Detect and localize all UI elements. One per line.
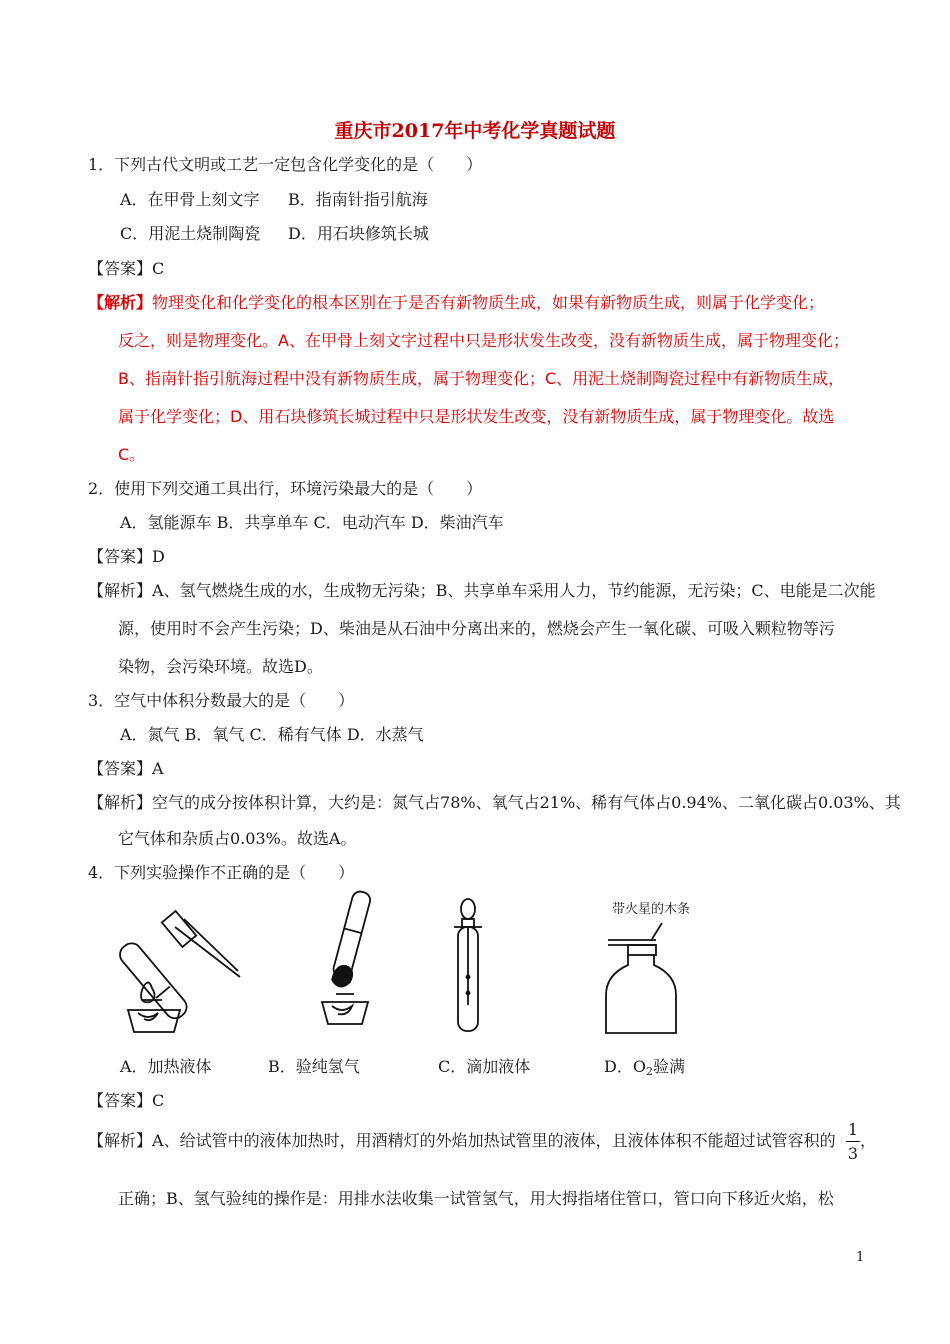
q1-option-a: A．在甲骨上刻文字 [120, 190, 260, 209]
q1-option-c: C．用泥土烧制陶瓷 [120, 224, 261, 243]
q4-caption-d-post: 验满 [652, 1057, 685, 1076]
q4-caption-b: B．验纯氢气 [268, 1057, 360, 1076]
q3-options: A．氮气 B．氧气 C．稀有气体 D．水蒸气 [120, 725, 424, 744]
q4-caption-d-pre: D．O [604, 1057, 646, 1076]
page-number: 1 [856, 1250, 865, 1265]
q4-caption-d [604, 1054, 685, 1078]
fraction-numerator: 1 [847, 1120, 859, 1139]
figure-oxygen-test [600, 915, 700, 1035]
q4-answer: 【答案】C [88, 1091, 165, 1110]
q4-caption-c: C．滴加液体 [438, 1057, 531, 1076]
q1-answer: 【答案】C [88, 259, 165, 278]
q2-analysis-line-3: 染物，会污染环境。故选D。 [118, 657, 323, 676]
q2-analysis-line-1 [88, 578, 876, 601]
q2-analysis-tag: 【解析】 [88, 581, 153, 600]
fraction-bar [846, 1141, 860, 1142]
q4-stem: 4．下列实验操作不正确的是（ ） [88, 863, 355, 882]
q4-analysis-text-1: A、给试管中的液体加热时，用酒精灯的外焰加热试管里的液体，且液体体积不能超过试管容积的 [152, 1131, 836, 1150]
q3-analysis-text-1: 空气的成分按体积计算，大约是：氮气占78%、氧气占21%、稀有气体占0.94%、二氧化碳占0.03%、其 [152, 793, 901, 812]
q3-answer: 【答案】A [88, 759, 164, 778]
q3-analysis-tag: 【解析】 [88, 793, 153, 812]
q1-analysis-text-1: 物理变化和化学变化的根本区别在于是否有新物质生成，如果有新物质生成，则属于化学变化； [152, 293, 825, 312]
q4-analysis-tag: 【解析】 [88, 1131, 153, 1150]
q3-analysis-line-1 [88, 790, 901, 813]
q1-analysis-line-4: 属于化学变化；D、用石块修筑长城过程中只是形状发生改变，没有新物质生成，属于物理变化。故选 [118, 407, 835, 426]
q2-options: A．氢能源车 B．共享单车 C．电动汽车 D．柴油汽车 [120, 513, 504, 532]
fraction-after: ， [860, 1131, 877, 1150]
q4-analysis-line-1 [88, 1128, 836, 1151]
q1-option-b: B．指南针指引航海 [288, 190, 428, 209]
figure-hydrogen-test [318, 890, 408, 1035]
q1-stem: 1．下列古代文明或工艺一定包含化学变化的是（ ） [88, 155, 483, 174]
q2-analysis-text-1: A、氢气燃烧生成的水，生成物无污染；B、共享单车采用人力，节约能源，无污染；C、电能是二次能 [152, 581, 876, 600]
q1-analysis-line-5: C。 [118, 445, 146, 464]
q4-analysis-line-2: 正确；B、氢气验纯的操作是：用排水法收集一试管氢气，用大拇指堵住管口，管口向下移近火焰，松 [118, 1189, 834, 1208]
page-title: 重庆市2017年中考化学真题试题 [334, 120, 616, 142]
q1-analysis-tag: 【解析】 [88, 293, 153, 312]
q4-caption-d-sub: 2 [645, 1065, 653, 1078]
figure-dropping-liquid [448, 895, 498, 1035]
q2-analysis-line-2: 源，使用时不会产生污染；D、柴油是从石油中分离出来的，燃烧会产生一氧化碳、可吸入颗粒物等污 [118, 619, 835, 638]
figure-label-splint: 带火星的木条 [612, 902, 691, 917]
q4-caption-a: A．加热液体 [120, 1057, 212, 1076]
q2-answer: 【答案】D [88, 547, 165, 566]
q2-stem: 2．使用下列交通工具出行，环境污染最大的是（ ） [88, 479, 483, 498]
q1-analysis-line-1 [88, 290, 824, 313]
q1-analysis-line-3: B、指南针指引航海过程中没有新物质生成，属于物理变化；C、用泥土烧制陶瓷过程中有新物质生成， [118, 369, 845, 388]
q3-stem: 3．空气中体积分数最大的是（ ） [88, 691, 355, 710]
q1-option-d: D．用石块修筑长城 [288, 224, 429, 243]
q3-analysis-line-2: 它气体和杂质占0.03%。故选A。 [118, 829, 357, 848]
q1-analysis-line-2: 反之，则是物理变化。A、在甲骨上刻文字过程中只是形状发生改变，没有新物质生成，属于物理变化； [118, 331, 849, 350]
figure-heating-liquid [120, 905, 250, 1035]
fraction-denominator: 3 [847, 1144, 859, 1163]
